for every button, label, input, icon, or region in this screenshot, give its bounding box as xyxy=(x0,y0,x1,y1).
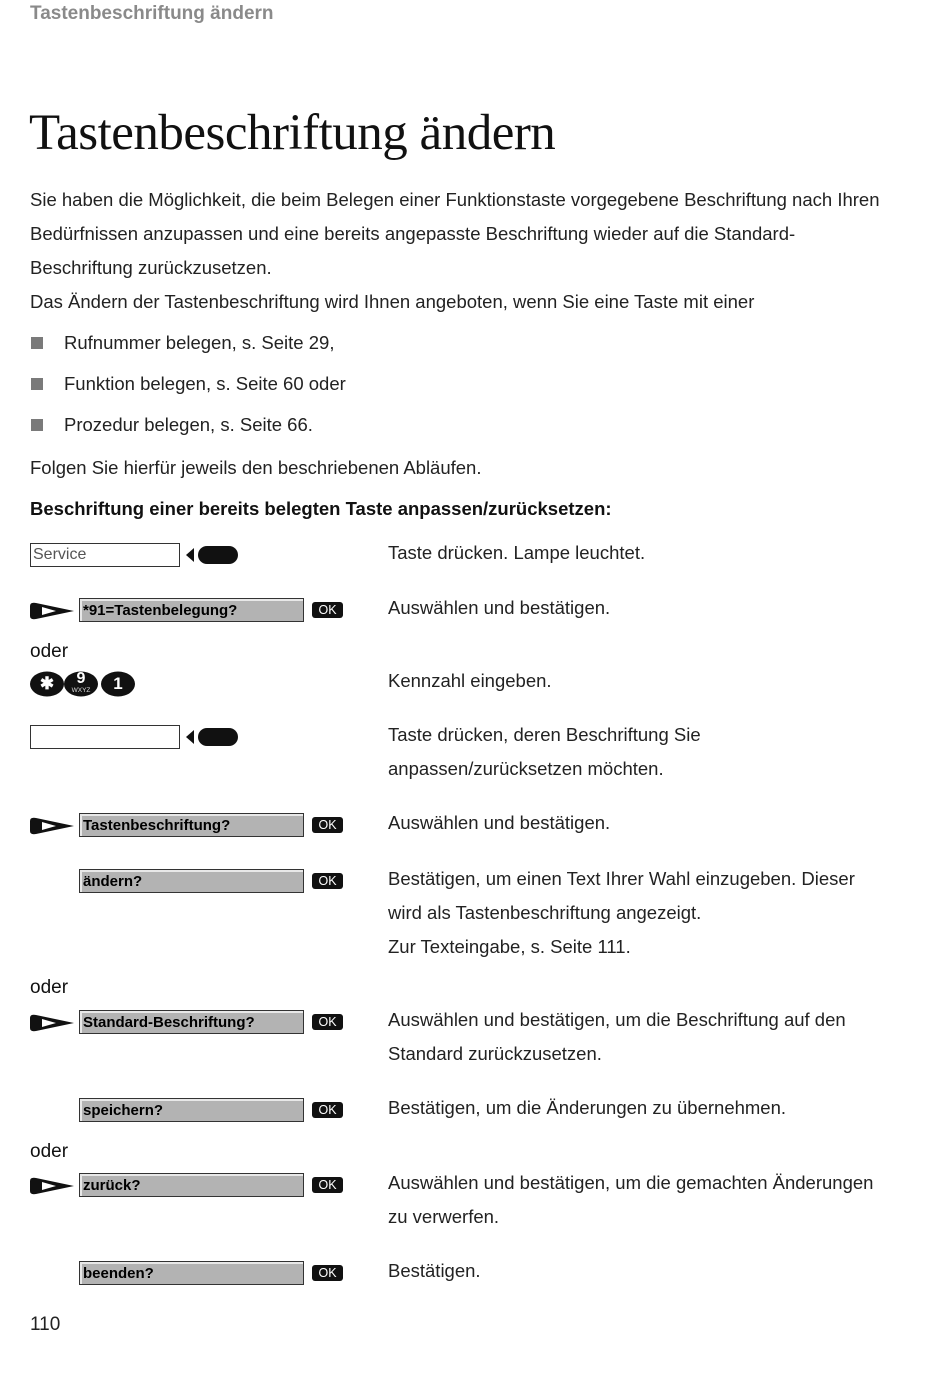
bullet-marker xyxy=(31,337,43,349)
intro-paragraph-1: Sie haben die Möglichkeit, die beim Belegen einer Funktionstaste vorgegebene Beschriftung nach Ihren Bedürfnissen anzupassen und eine bereits angepasste Beschriftung wieder auf die Standard-Beschriftung zurückzusetzen. xyxy=(30,189,880,278)
page-number: 110 xyxy=(30,1314,61,1335)
step-description: Bestätigen, um die Änderungen zu übernehmen. xyxy=(388,1097,787,1118)
intro-paragraph-2: Das Ändern der Tastenbeschriftung wird Ihnen angeboten, wenn Sie eine Taste mit einer xyxy=(30,291,755,312)
section-subheading: Beschriftung einer bereits belegten Taste anpassen/zurücksetzen: xyxy=(30,498,612,519)
ok-button[interactable]: OK xyxy=(312,817,343,833)
bullet-marker xyxy=(31,419,43,431)
bullet-marker xyxy=(31,378,43,390)
intro-paragraph-3: Folgen Sie hierfür jeweils den beschriebenen Abläufen. xyxy=(30,457,482,478)
or-label: oder xyxy=(30,641,69,662)
bullet-item: Rufnummer belegen, s. Seite 29, xyxy=(64,332,335,353)
ok-button[interactable]: OK xyxy=(312,1014,343,1030)
step-description: Taste drücken. Lampe leuchtet. xyxy=(388,542,646,563)
select-arrow-icon xyxy=(30,817,74,835)
display-option[interactable]: Tastenbeschriftung? xyxy=(79,813,304,837)
nine-key-letters: WXYZ xyxy=(71,687,91,694)
step-description: Auswählen und bestätigen. xyxy=(388,597,611,618)
running-header: Tastenbeschriftung ändern xyxy=(30,3,274,24)
display-option[interactable]: speichern? xyxy=(79,1098,304,1122)
nine-key-label: 9 xyxy=(76,670,86,687)
step-description: Auswählen und bestätigen, um die gemachten Änderungen zu verwerfen. xyxy=(388,1172,874,1227)
bullet-item: Funktion belegen, s. Seite 60 oder xyxy=(64,373,346,394)
ok-button[interactable]: OK xyxy=(312,873,343,889)
select-arrow-icon xyxy=(30,602,74,620)
display-option[interactable]: ändern? xyxy=(79,869,304,893)
ok-button[interactable]: OK xyxy=(312,602,343,618)
step-description: Bestätigen, um einen Text Ihrer Wahl einzugeben. Dieser wird als Tastenbeschriftung angezeigt. xyxy=(388,868,855,923)
display-option[interactable]: zurück? xyxy=(79,1173,304,1197)
display-option[interactable]: *91=Tastenbelegung? xyxy=(79,598,304,622)
ok-button[interactable]: OK xyxy=(312,1265,343,1281)
step-description: Kennzahl eingeben. xyxy=(388,670,552,691)
page-title: Tastenbeschriftung ändern xyxy=(29,105,556,161)
star-key-label: ✱ xyxy=(39,674,55,693)
key-lamp-icon xyxy=(184,726,240,748)
step-description: Auswählen und bestätigen. xyxy=(388,812,611,833)
step-description: Auswählen und bestätigen, um die Beschriftung auf den Standard zurückzusetzen. xyxy=(388,1009,846,1064)
display-option[interactable]: Standard-Beschriftung? xyxy=(79,1010,304,1034)
function-key-field[interactable] xyxy=(30,725,180,749)
ok-button[interactable]: OK xyxy=(312,1177,343,1193)
select-arrow-icon xyxy=(30,1177,74,1195)
one-key-label: 1 xyxy=(113,674,123,693)
step-description: Bestätigen. xyxy=(388,1260,481,1281)
display-option[interactable]: beenden? xyxy=(79,1261,304,1285)
ok-button[interactable]: OK xyxy=(312,1102,343,1118)
bullet-item: Prozedur belegen, s. Seite 66. xyxy=(64,414,313,435)
service-key-field[interactable]: Service xyxy=(30,543,180,567)
step-note: Zur Texteingabe, s. Seite 111. xyxy=(388,936,631,957)
or-label: oder xyxy=(30,1141,69,1162)
key-lamp-icon xyxy=(184,544,240,566)
or-label: oder xyxy=(30,977,69,998)
select-arrow-icon xyxy=(30,1014,74,1032)
step-description: Taste drücken, deren Beschriftung Sie anpassen/zurücksetzen möchten. xyxy=(388,724,701,779)
